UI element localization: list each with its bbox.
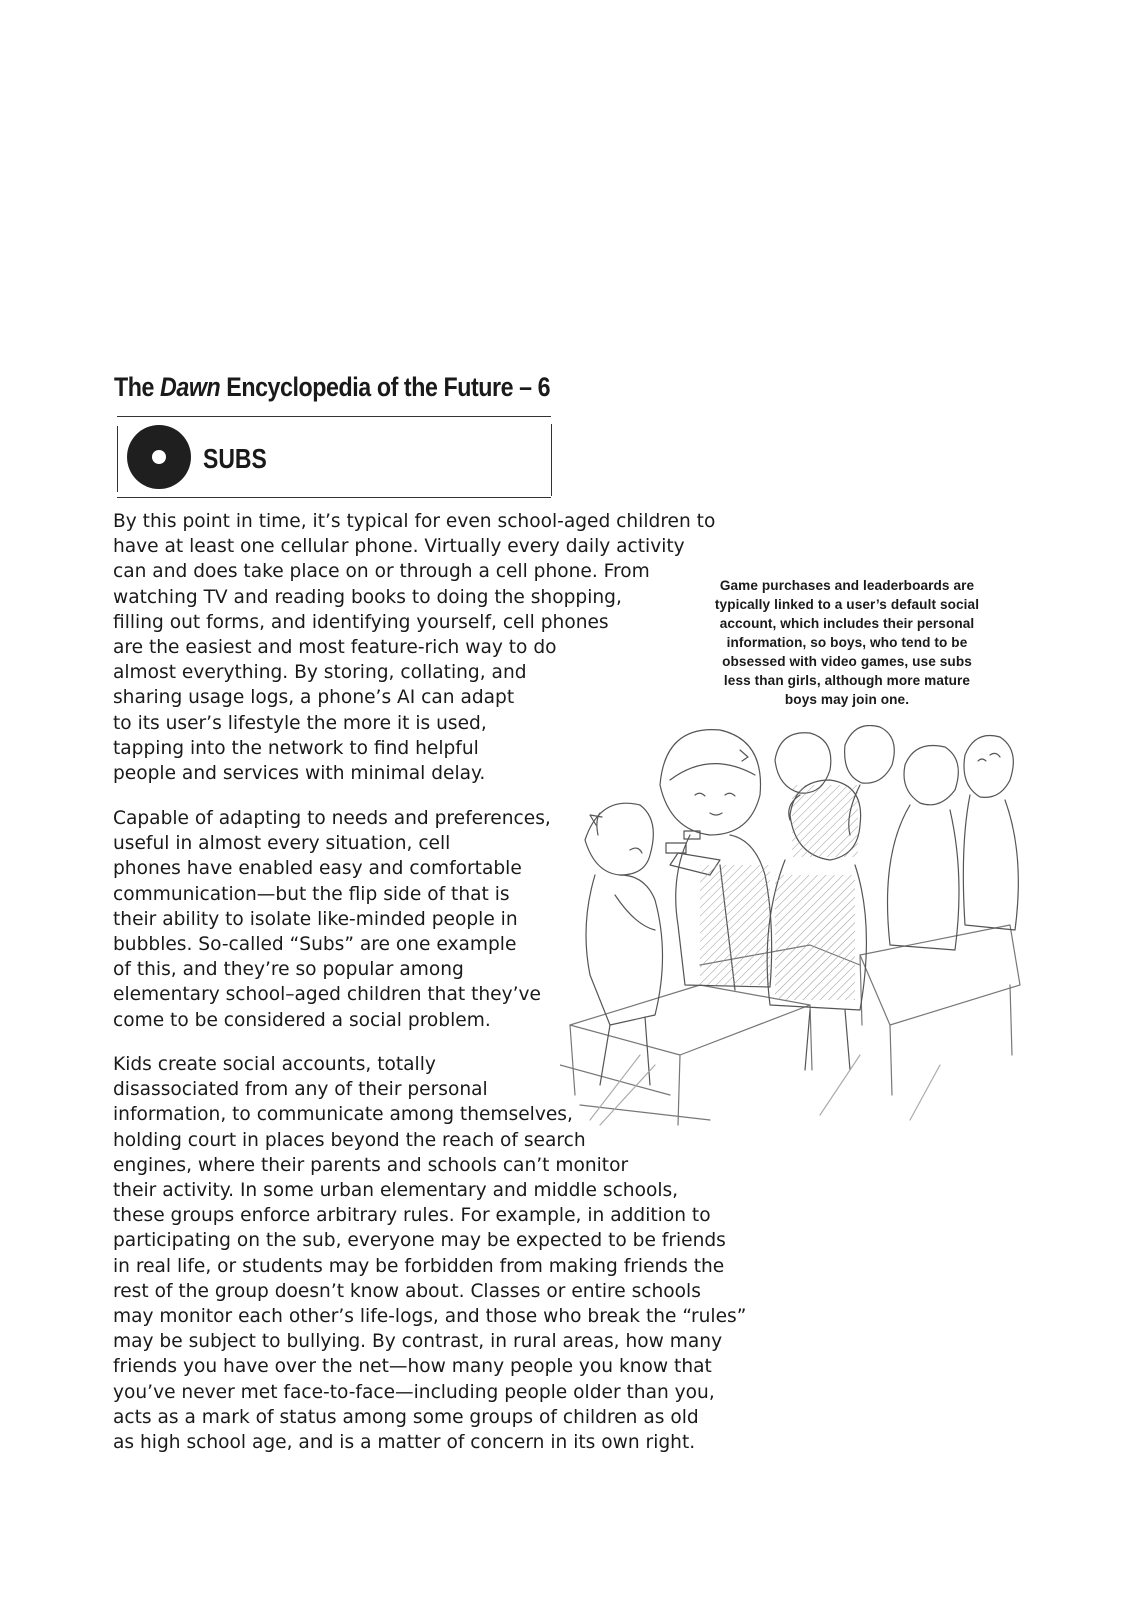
paragraph-line: disassociated from any of their personal xyxy=(113,1079,488,1101)
paragraph-line: people and services with minimal delay. xyxy=(113,763,486,785)
paragraph-line: you’ve never met face-to-face—including people older than you, xyxy=(113,1381,715,1403)
children-sketch-illustration xyxy=(560,725,1030,1130)
caption-line: typically linked to a user’s default social xyxy=(714,597,980,612)
paragraph-line: acts as a mark of status among some groups of children as old xyxy=(113,1406,699,1428)
paragraph-line: watching TV and reading books to doing the shopping, xyxy=(113,586,622,608)
paragraph-line: rest of the group doesn’t know about. Classes or entire schools xyxy=(113,1280,701,1302)
paragraph-line: come to be considered a social problem. xyxy=(113,1009,491,1031)
paragraph-line: filling out forms, and identifying yourself, cell phones xyxy=(113,611,609,633)
paragraph-line: bubbles. So-called “Subs” are one example xyxy=(113,934,517,956)
page-title xyxy=(114,372,550,403)
header-rule-right xyxy=(551,424,552,496)
paragraph-line: elementary school–aged children that they’ve xyxy=(113,984,541,1006)
paragraph-line: holding court in places beyond the reach of search xyxy=(113,1129,586,1151)
girl-back xyxy=(767,780,866,1070)
header-rule-bottom xyxy=(117,497,551,498)
girl-center xyxy=(660,730,772,990)
caption-line: less than girls, although more mature xyxy=(723,673,971,688)
paragraph-line: are the easiest and most feature-rich way to do xyxy=(113,637,557,659)
title-emphasis: Dawn xyxy=(160,372,221,402)
paragraph-line: friends you have over the net—how many people you know that xyxy=(113,1356,712,1378)
paragraph-line: in real life, or students may be forbidden from making friends the xyxy=(113,1255,725,1277)
paragraph-line: as high school age, and is a matter of concern in its own right. xyxy=(113,1432,696,1454)
shading-lines xyxy=(590,1055,940,1125)
title-prefix: The xyxy=(114,372,161,402)
caption-line: Game purchases and leaderboards are xyxy=(719,578,975,593)
paragraph-line: engines, where their parents and schools can’t monitor xyxy=(113,1154,629,1176)
paragraph-line: useful in almost every situation, cell xyxy=(113,833,451,855)
paragraph-line: may be subject to bullying. By contrast, in rural areas, how many xyxy=(113,1331,723,1353)
caption-line: boys may join one. xyxy=(784,692,910,707)
paragraph-line: these groups enforce arbitrary rules. For example, in addition to xyxy=(113,1205,711,1227)
paragraph-line: Capable of adapting to needs and preferences, xyxy=(113,808,551,829)
paragraph-line: communication—but the flip side of that is xyxy=(113,883,510,905)
paragraph-line: have at least one cellular phone. Virtually every daily activity xyxy=(113,536,685,558)
girl-left xyxy=(585,803,663,1085)
paragraph-line: sharing usage logs, a phone’s AI can adapt xyxy=(113,687,515,709)
paragraph-line: participating on the sub, everyone may be expected to be friends xyxy=(113,1230,726,1252)
paragraph-line: to its user’s lifestyle the more it is used, xyxy=(113,712,487,734)
caption-line: information, so boys, who tend to be xyxy=(726,635,968,650)
title-suffix: Encyclopedia of the Future – 6 xyxy=(220,372,551,402)
paragraph-line: of this, and they’re so popular among xyxy=(113,959,464,981)
paragraph-line: almost everything. By storing, collating, and xyxy=(113,662,527,684)
disc-icon-hole xyxy=(152,450,166,464)
paragraph-line: their activity. In some urban elementary and middle schools, xyxy=(113,1180,679,1202)
paragraph-2 xyxy=(113,806,551,1033)
section-title: SUBS xyxy=(203,443,267,474)
header-rule-left xyxy=(117,426,118,492)
paragraph-line: Kids create social accounts, totally xyxy=(113,1054,436,1075)
caption-line: obsessed with video games, use subs xyxy=(722,654,972,669)
paragraph-line: tapping into the network to find helpful xyxy=(113,737,479,759)
paragraph-line: By this point in time, it’s typical for even school-aged children to xyxy=(113,511,716,532)
caption-line: account, which includes their personal xyxy=(719,616,975,631)
paragraph-line: information, to communicate among themselves, xyxy=(113,1104,573,1126)
illustration-caption xyxy=(702,576,992,709)
paragraph-line: their ability to isolate like-minded people in xyxy=(113,908,518,930)
paragraph-line: can and does take place on or through a cell phone. From xyxy=(113,561,650,583)
header-rule-top xyxy=(117,416,551,417)
paragraph-line: phones have enabled easy and comfortable xyxy=(113,858,522,880)
paragraph-line: may monitor each other’s life-logs, and those who break the “rules” xyxy=(113,1306,747,1328)
